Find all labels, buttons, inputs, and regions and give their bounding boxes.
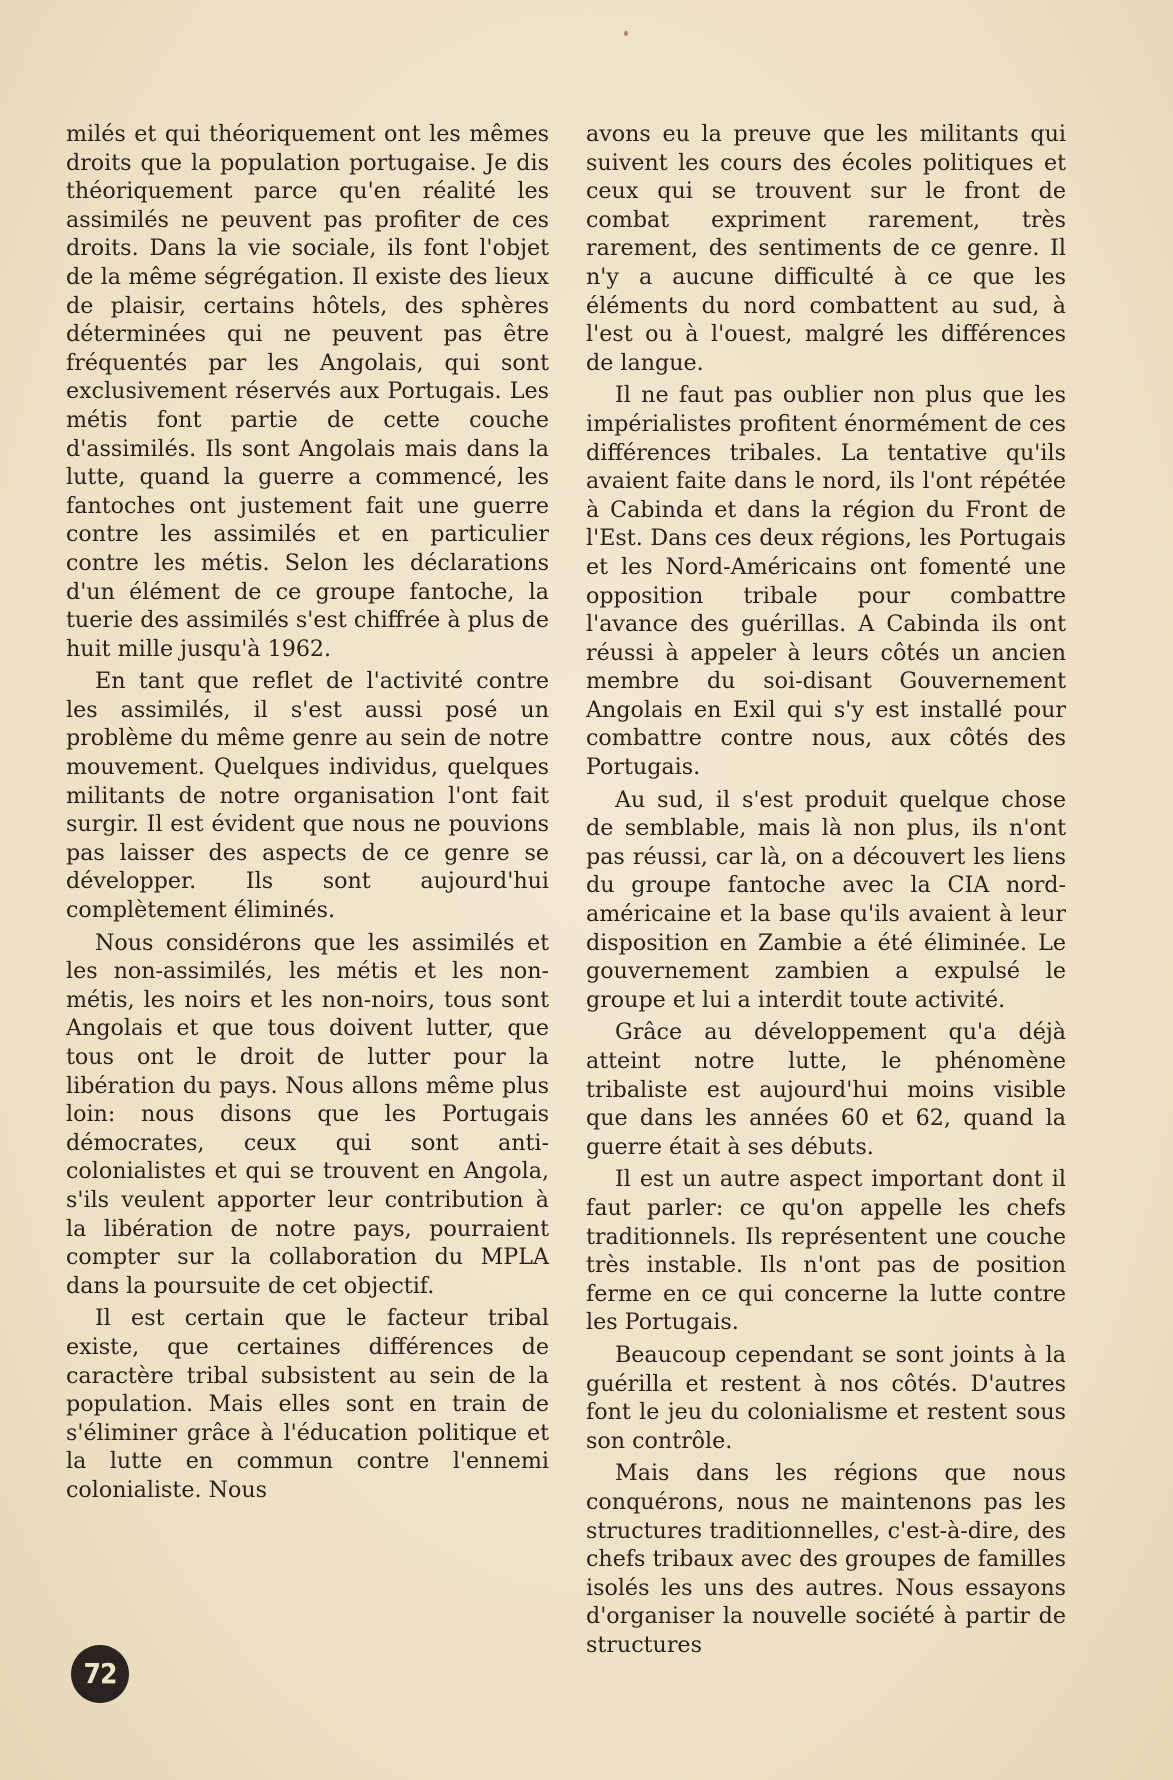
paragraph: Beaucoup cependant se sont joints à la guérilla et restent à nos côtés. D'autres font le jeu du colonialisme et restent sous son contrôle. [586, 1341, 1066, 1454]
paragraph: Mais dans les régions que nous conquérons, nous ne maintenons pas les structures traditionnelles, c'est-à-dire, des chefs tribaux avec des groupes de familles isolés les uns des autres. Nous essayons d'organiser la nouvelle société à partir de structures [586, 1460, 1066, 1658]
paragraph: Nous considérons que les assimilés et les non-assimilés, les métis et les non-métis, les noirs et les non-noirs, tous sont Angolais et que tous doivent lutter, que tous ont le droit de lutter pour la libération du pays. Nous allons même plus loin: nous disons que les Portugais démocrates, ceux qui sont anti-colonialistes et qui se trouvent en Angola, s'ils veulent apporter leur contribution à la libération de notre pays, pourraient compter sur la collaboration du MPLA dans la poursuite de cet objectif. [66, 929, 549, 1299]
paragraph: Il est un autre aspect important dont il faut parler: ce qu'on appelle les chefs traditionnels. Ils représentent une couche très instable. Ils n'ont pas de position ferme en ce qui concerne la lutte contre les Portugais. [586, 1166, 1066, 1336]
paragraph: Au sud, il s'est produit quelque chose de semblable, mais là non plus, ils n'ont pas réussi, car là, on a découvert les liens du groupe fantoche avec la CIA nord-américaine et la base qu'ils avaient à leur disposition en Zambie a été éliminée. Le gouvernement zambien a expulsé le groupe et lui a interdit toute activité. [586, 786, 1066, 1013]
left-column [66, 120, 549, 1509]
page-number: 72 [71, 1645, 129, 1703]
paragraph: milés et qui théoriquement ont les mêmes droits que la population portugaise. Je dis théoriquement parce qu'en réalité les assimilés ne peuvent pas profiter de ces droits. Dans la vie sociale, ils font l'objet de la même ségrégation. Il existe des lieux de plaisir, certains hôtels, des sphères déterminées qui ne peuvent pas être fréquentés par les Angolais, qui sont exclusivement réservés aux Portugais. Les métis font partie de cette couche d'assimilés. Ils sont Angolais mais dans la lutte, quand la guerre a commencé, les fantoches ont justement fait une guerre contre les assimilés et en particulier contre les métis. Selon les déclarations d'un élément de ce groupe fantoche, la tuerie des assimilés s'est chiffrée à plus de huit mille jusqu'à 1962. [66, 121, 550, 662]
paragraph: avons eu la preuve que les militants qui suivent les cours des écoles politiques et ceux qui se trouvent sur le front de combat expriment rarement, très rarement, des sentiments de ce genre. Il n'y a aucune difficulté à ce que les éléments du nord combattent au sud, à l'est ou à l'ouest, malgré les différences de langue. [586, 121, 1066, 376]
paragraph: En tant que reflet de l'activité contre les assimilés, il s'est aussi posé un problème du même genre au sein de notre mouvement. Quelques individus, quelques militants de notre organisation l'ont fait surgir. Il est évident que nous ne pouvions pas laisser des aspects de ce genre se développer. Ils sont aujourd'hui complètement éliminés. [66, 668, 549, 924]
paragraph: Il est certain que le facteur tribal existe, que certaines différences de caractère tribal subsistent au sein de la population. Mais elles sont en train de s'éliminer grâce à l'éducation politique et la lutte en commun contre l'ennemi colonialiste. Nous [66, 1305, 549, 1503]
paragraph: Il ne faut pas oublier non plus que les impérialistes profitent énormément de ces différences tribales. La tentative qu'ils avaient faite dans le nord, ils l'ont répétée à Cabinda et dans la région du Front de l'Est. Dans ces deux régions, les Portugais et les Nord-Américains ont fomenté une opposition tribale pour combattre l'avance des guérillas. A Cabinda ils ont réussi à appeler à leurs côtés un ancien membre du soi-disant Gouvernement Angolais en Exil qui s'y est installé pour combattre contre nous, aux côtés des Portugais. [586, 382, 1066, 781]
right-column [586, 120, 1066, 1663]
paper-speck [624, 31, 628, 36]
paragraph: Grâce au développement qu'a déjà atteint notre lutte, le phénomène tribaliste est aujourd'hui moins visible que dans les années 60 et 62, quand la guerre était à ses débuts. [586, 1019, 1066, 1160]
